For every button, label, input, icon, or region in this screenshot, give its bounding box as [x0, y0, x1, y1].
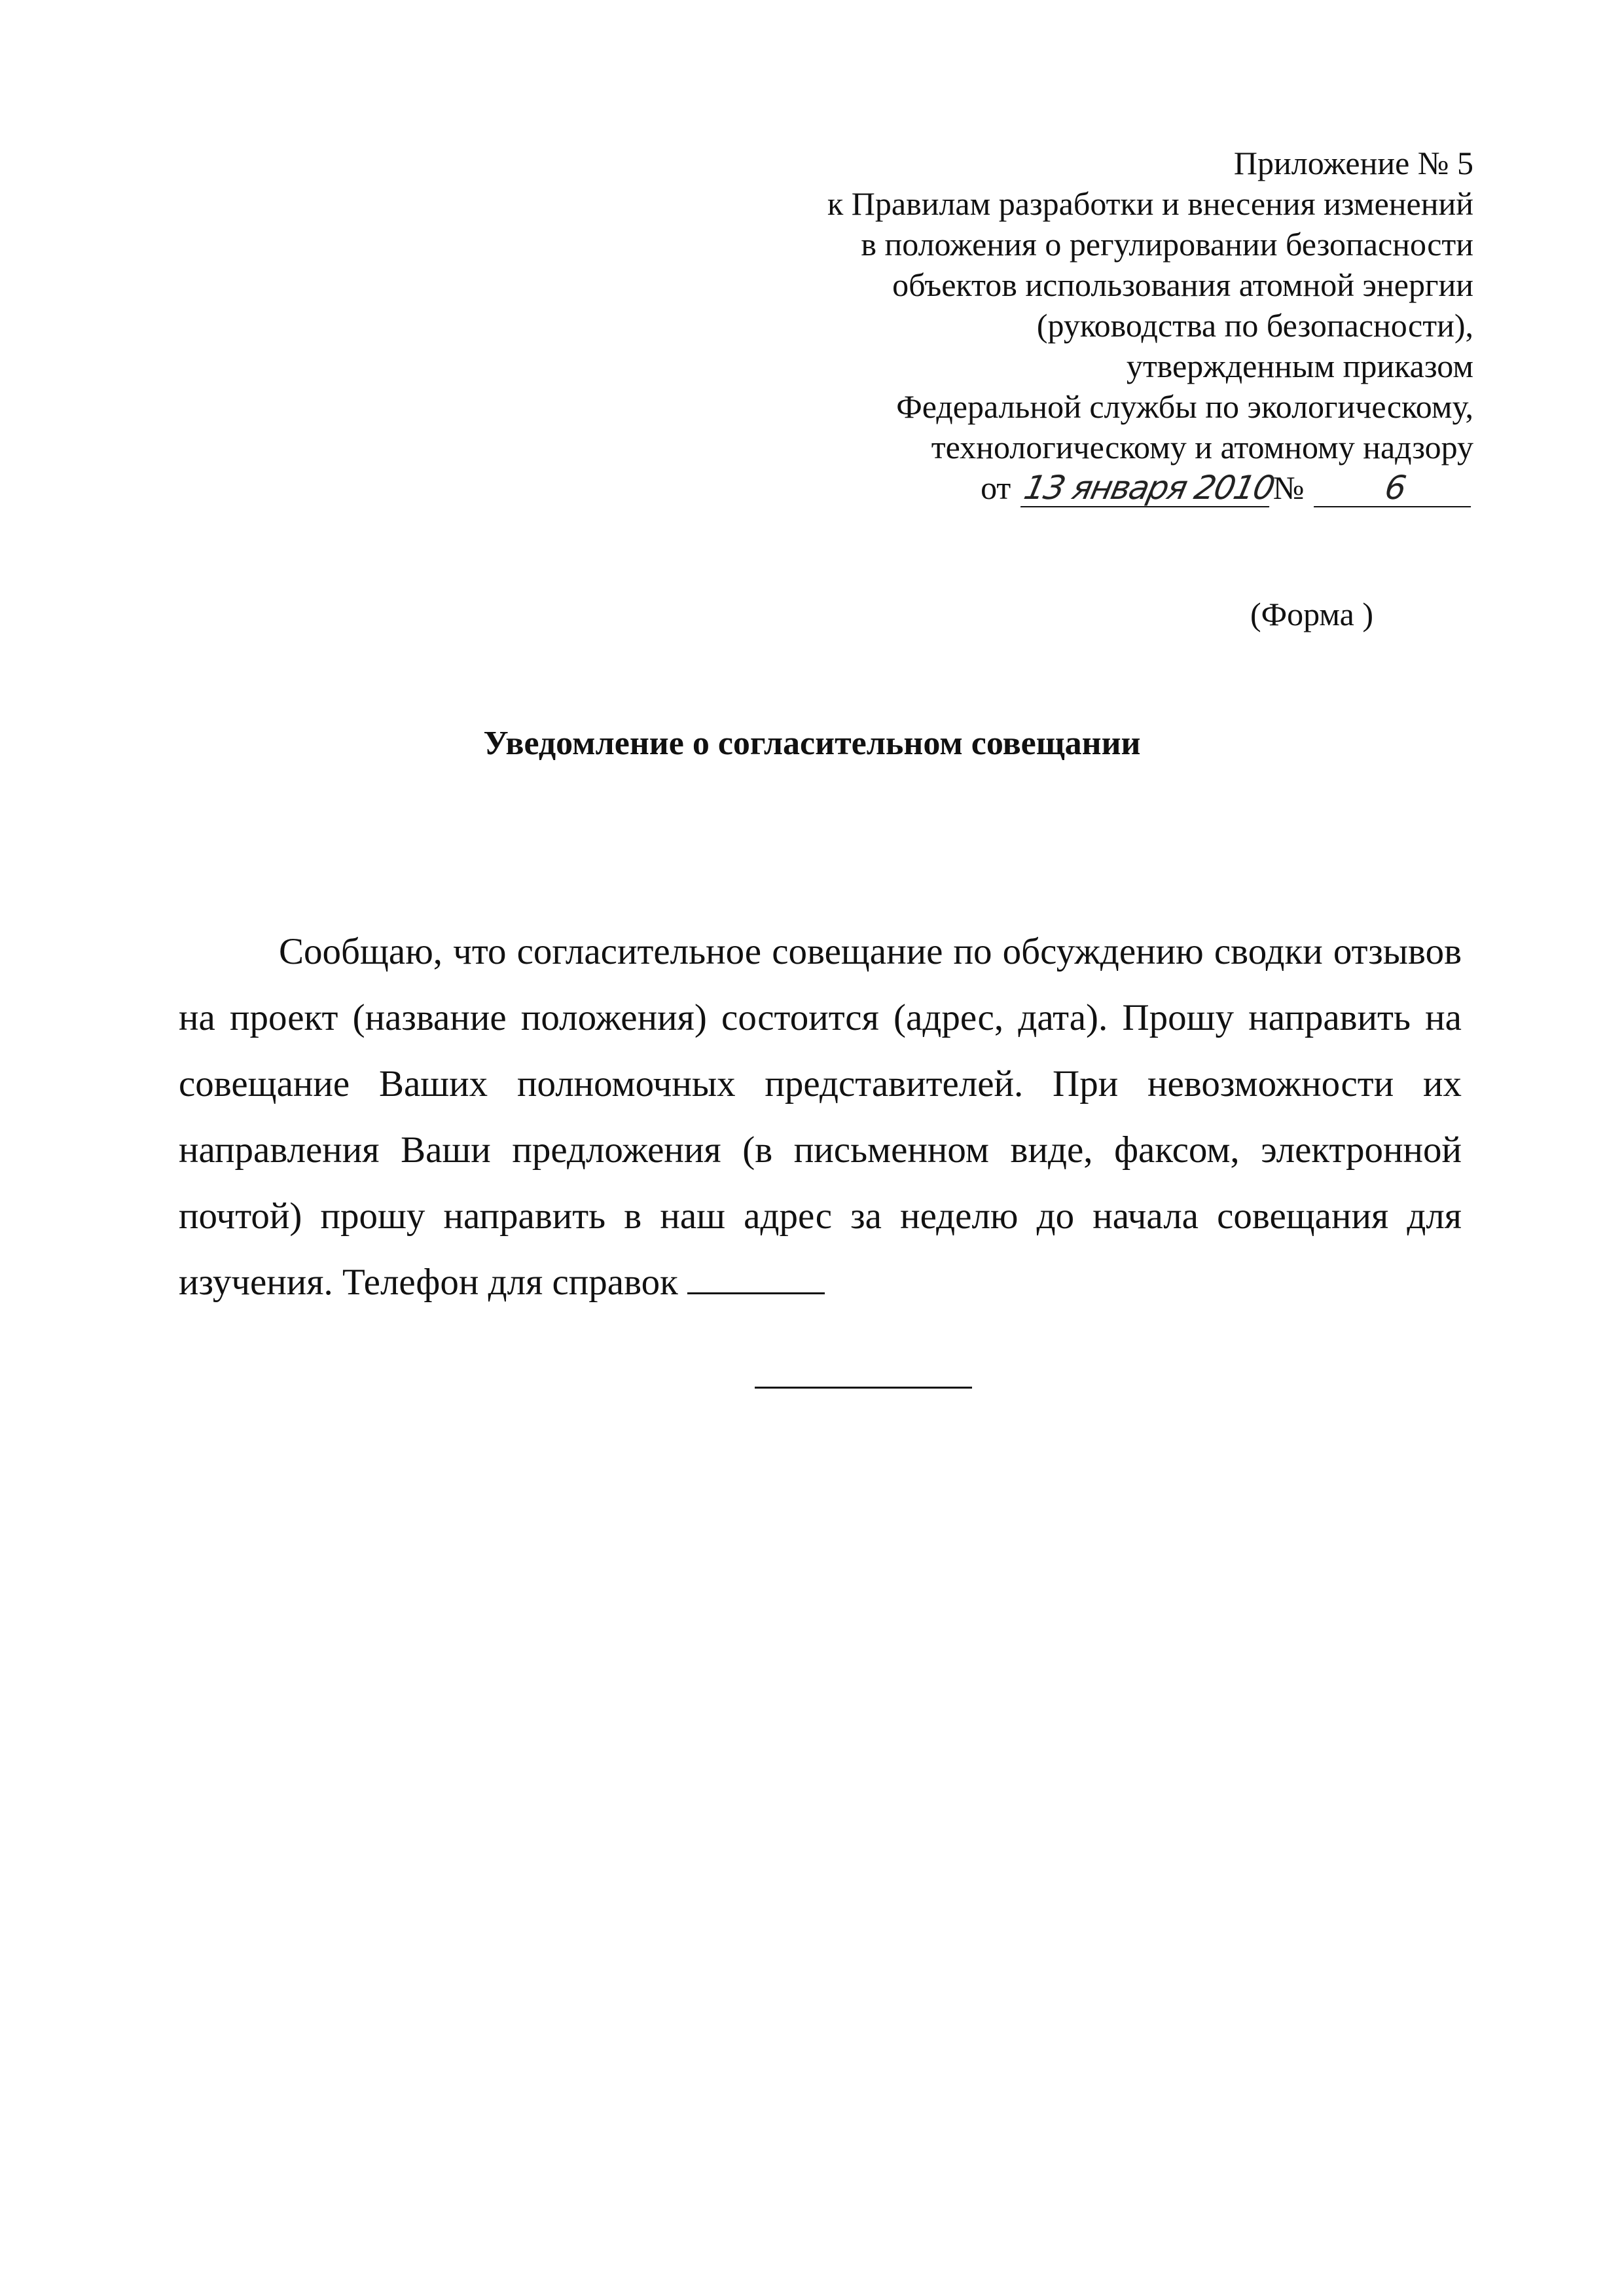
handwritten-number: 6 — [1314, 469, 1476, 507]
closing-separator-line — [755, 1387, 972, 1389]
body-text: Сообщаю, что согласительное совещание по обсуждению сводки отзывов на проект (название положения) состоится (адрес, дата). Прошу направить на совещание Ваших полномочных представителей. При невозможности их направления Ваши предложения (в письменном виде, факсом, электронной почтой) прошу направить в наш адрес за неделю до начала совещания для изучения. Телефон для справок — [179, 931, 1462, 1303]
form-label: (Форма ) — [1250, 596, 1373, 632]
phone-blank-line — [687, 1261, 825, 1294]
appendix-line: (руководства по безопасности), — [1036, 307, 1473, 344]
appendix-header — [492, 143, 1473, 508]
appendix-line: утвержденным приказом — [1126, 348, 1473, 384]
appendix-line: объектов использования атомной энергии — [892, 266, 1473, 303]
appendix-line: к Правилам разработки и внесения изменений — [827, 185, 1473, 222]
appendix-line: в положения о регулировании безопасности — [861, 226, 1473, 263]
number-sign: № — [1272, 469, 1305, 506]
appendix-line: Федеральной службы по экологическому, — [896, 388, 1473, 425]
document-title: Уведомление о согласительном совещании — [483, 725, 1141, 762]
appendix-line: технологическому и атомному надзору — [931, 429, 1473, 465]
order-date-line — [492, 467, 1473, 508]
appendix-line: Приложение № 5 — [1233, 145, 1473, 181]
body-paragraph — [179, 919, 1462, 1315]
date-prefix: от — [981, 469, 1011, 506]
handwritten-date: 13 января 2010 — [1020, 469, 1277, 507]
